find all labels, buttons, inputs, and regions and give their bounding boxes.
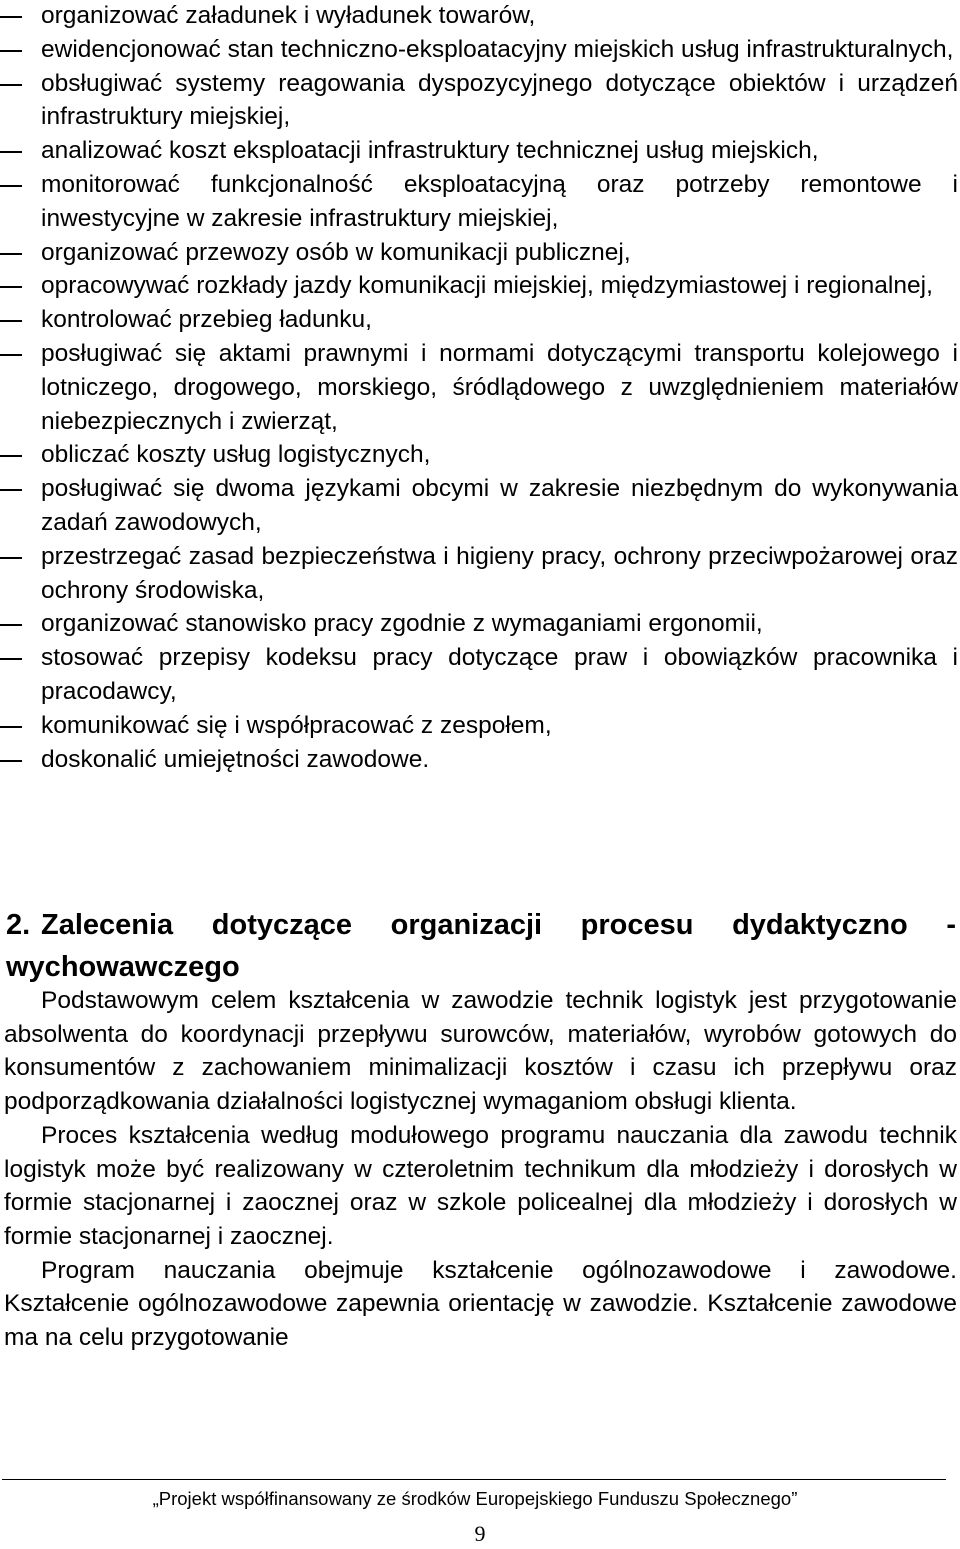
list-item: komunikować się i współpracować z zespołem, (0, 709, 960, 743)
section-title: Zalecenia dotyczące organizacji procesu dydaktyczno - wychowawczego (6, 909, 956, 983)
list-item: organizować stanowisko pracy zgodnie z wymaganiami ergonomii, (0, 607, 960, 641)
list-item: kontrolować przebieg ładunku, (0, 303, 960, 337)
body-text (4, 984, 957, 1355)
paragraph: Podstawowym celem kształcenia w zawodzie technik logistyk jest przygotowanie absolwenta do koordynacji przepływu surowców, materiałów, wyrobów gotowych do konsumentów z zachowaniem minimalizacji kosztów i czasu ich przepływu oraz podporządkowania działalności logistycznej wymaganiom obsługi klienta. (4, 987, 957, 1116)
list-item: organizować przewozy osób w komunikacji publicznej, (0, 236, 960, 270)
list-item: ewidencjonować stan techniczno-eksploatacyjny miejskich usług infrastrukturalnych, (0, 33, 960, 67)
list-item: stosować przepisy kodeksu pracy dotyczące praw i obowiązków pracownika i pracodawcy, (0, 641, 960, 709)
list-item: przestrzegać zasad bezpieczeństwa i higieny pracy, ochrony przeciwpożarowej oraz ochrony środowiska, (0, 540, 960, 608)
list-item: doskonalić umiejętności zawodowe. (0, 743, 960, 777)
list-item: obsługiwać systemy reagowania dyspozycyjnego dotyczące obiektów i urządzeń infrastruktury miejskiej, (0, 67, 960, 135)
list-item: analizować koszt eksploatacji infrastruktury technicznej usług miejskich, (0, 134, 960, 168)
list-item: opracowywać rozkłady jazdy komunikacji miejskiej, międzymiastowej i regionalnej, (0, 269, 960, 303)
list-item: monitorować funkcjonalność eksploatacyjną oraz potrzeby remontowe i inwestycyjne w zakresie infrastruktury miejskiej, (0, 168, 960, 236)
paragraph: Proces kształcenia według modułowego programu nauczania dla zawodu technik logistyk może być realizowany w czteroletnim technikum dla młodzieży i dorosłych w formie stacjonarnej i zaocznej oraz w szkole policealnej dla młodzieży i dorosłych w formie stacjonarnej i zaocznej. (4, 1121, 957, 1250)
list-item: obliczać koszty usług logistycznych, (0, 438, 960, 472)
list-item: organizować załadunek i wyładunek towarów, (0, 0, 960, 33)
list-item: posługiwać się aktami prawnymi i normami dotyczącymi transportu kolejowego i lotniczego, drogowego, morskiego, śródlądowego z uwzględnieniem materiałów niebezpiecznych i zwierząt, (0, 337, 960, 438)
paragraph: Program nauczania obejmuje kształcenie ogólnozawodowe i zawodowe. Kształcenie ogólnozawodowe zapewnia orientację w zawodzie. Kształcenie zawodowe ma na celu przygotowanie (4, 1256, 957, 1352)
footer-note: „Projekt współfinansowany ze środków Europejskiego Funduszu Społecznego” (152, 1488, 798, 1509)
list-item: posługiwać się dwoma językami obcymi w zakresie niezbędnym do wykonywania zadań zawodowych, (0, 472, 960, 540)
section-heading (6, 904, 956, 988)
section-number: 2. (6, 909, 31, 941)
footer-divider (2, 1479, 946, 1480)
page-number: 9 (474, 1521, 486, 1546)
